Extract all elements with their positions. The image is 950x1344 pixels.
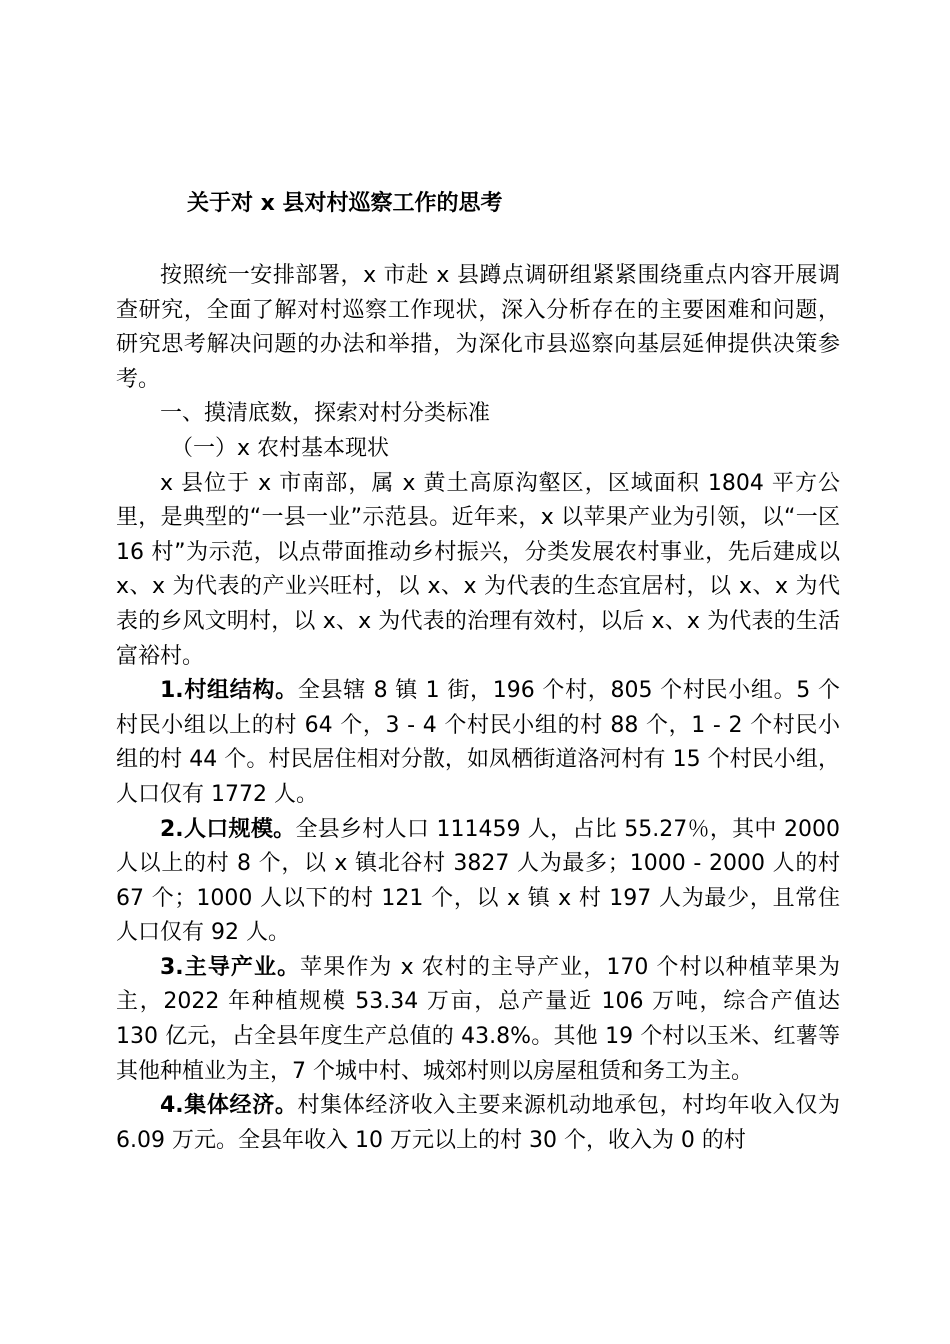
item-lead: 1.村组结构。: [160, 678, 298, 704]
item-text: 苹果作为 x 农村的主导产业，170 个村以种植苹果为主，2022 年种植规模 53.34 万亩，总产量近 106 万吨，综合产值达 130 亿元，占全县年度生产总值的 43.8%。其他 19 个村以玉米、红薯等其他种植业为主，7 个城中村、城郊村则以房屋租赁和务工为主。: [116, 954, 840, 1084]
document-title: 关于对 x 县对村巡察工作的思考: [187, 191, 503, 216]
item-paragraph-collective-economy: [116, 1089, 840, 1158]
item-paragraph-population: [116, 813, 840, 951]
subsection-heading: （一）x 农村基本现状: [171, 435, 390, 461]
item-text: 村集体经济收入主要来源机动地承包，村均年收入仅为 6.09 万元。全县年收入 10 万元以上的村 30 个，收入为 0 的村: [116, 1093, 840, 1153]
overview-paragraph: x 县位于 x 市南部，属 x 黄土高原沟壑区，区域面积 1804 平方公里，是典型的“一县一业”示范县。近年来，x 以苹果产业为引领，以“一区 16 村”为示范，以点带面推动乡村振兴，分类发展农村事业，先后建成以 x、x 为代表的产业兴旺村，以 x、x 为代表的生态宜居村，以 x、x 为代表的乡风文明村，以 x、x 为代表的治理有效村，以后 x、x 为代表的生活富裕村。: [116, 470, 840, 669]
item-lead: 2.人口规模。: [160, 816, 296, 842]
section-heading: 一、摸清底数，探索对村分类标准: [160, 401, 491, 427]
item-lead: 4.集体经济。: [160, 1093, 298, 1119]
item-lead: 3.主导产业。: [160, 954, 301, 980]
item-paragraph-village-structure: [116, 674, 840, 812]
item-paragraph-industry: [116, 951, 840, 1089]
item-text: 全县乡村人口 111459 人，占比 55.27％，其中 2000 人以上的村 8 个，以 x 镇北谷村 3827 人为最多；1000 - 2000 人的村 67 个；1000 人以下的村 121 个，以 x 镇 x 村 197 人为最少，且常住人口仅有 92 人。: [116, 816, 840, 946]
item-text: 全县辖 8 镇 1 街，196 个村，805 个村民小组。5 个村民小组以上的村 64 个，3 - 4 个村民小组的村 88 个，1 - 2 个村民小组的村 44 个。村民居住相对分散，如凤栖街道洛河村有 15 个村民小组，人口仅有 1772 人。: [116, 678, 840, 807]
intro-paragraph: 按照统一安排部署，x 市赴 x 县蹲点调研组紧紧围绕重点内容开展调查研究，全面了解对村巡察工作现状，深入分析存在的主要困难和问题，研究思考解决问题的办法和举措，为深化市县巡察向基层延伸提供决策参考。: [116, 263, 840, 392]
document-body: [116, 259, 840, 1158]
